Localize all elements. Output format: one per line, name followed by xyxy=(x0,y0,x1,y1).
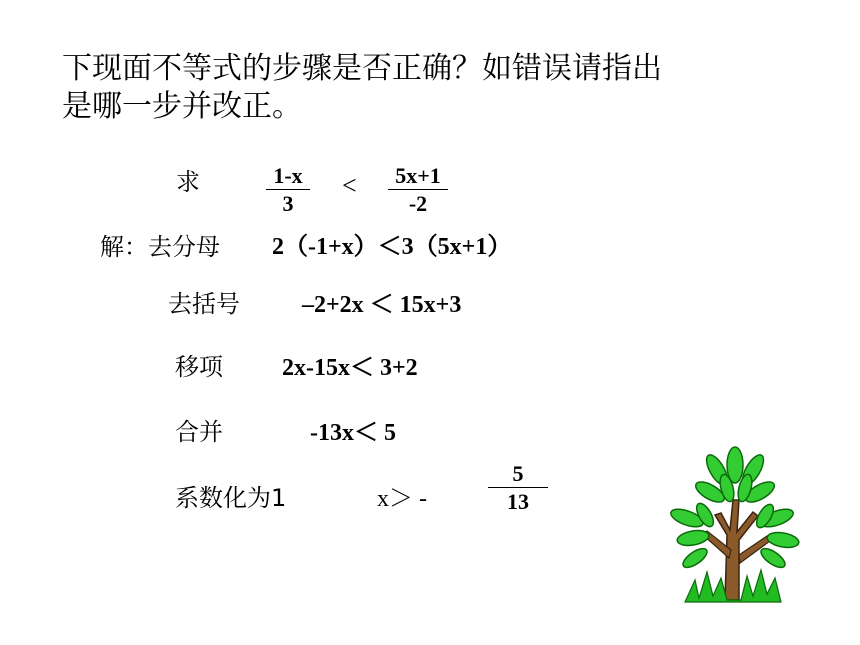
left-numerator: 1-x xyxy=(273,163,303,188)
step-1-label: 解：去分母 xyxy=(100,233,220,261)
tree-icon xyxy=(655,440,805,605)
step-3-expr: 2x-15x＜ 3+2 xyxy=(282,355,418,381)
question-line-1: 下现面不等式的步骤是否正确？如错误请指出 xyxy=(62,51,662,86)
step-3-label: 移项 xyxy=(175,353,223,381)
step-5-numerator: 5 xyxy=(512,461,524,486)
step-5-label: 系数化为1 xyxy=(175,484,287,512)
right-fraction xyxy=(388,164,448,216)
problem-relation: < xyxy=(342,171,357,200)
step-5-fraction-bar xyxy=(488,487,548,488)
left-fraction xyxy=(266,164,310,216)
step-2-expr: –2+2x ＜ 15x+3 xyxy=(302,292,462,318)
question-line-2: 是哪一步并改正。 xyxy=(62,89,302,124)
step-5-expr: x＞ - xyxy=(377,486,427,512)
step-5-denominator: 13 xyxy=(507,489,529,514)
step-2-label: 去括号 xyxy=(168,290,240,318)
left-denominator: 3 xyxy=(282,191,294,216)
right-denominator: -2 xyxy=(408,191,428,216)
right-numerator: 5x+1 xyxy=(395,163,441,188)
left-fraction-bar xyxy=(266,189,310,190)
step-4-label: 合并 xyxy=(175,418,223,446)
step-4-expr: -13x＜ 5 xyxy=(310,420,396,446)
step-5-fraction xyxy=(488,462,548,514)
problem-label: 求 xyxy=(176,168,200,196)
right-fraction-bar xyxy=(388,189,448,190)
step-1-expr: 2（-1+x）＜3（5x+1） xyxy=(272,234,512,260)
